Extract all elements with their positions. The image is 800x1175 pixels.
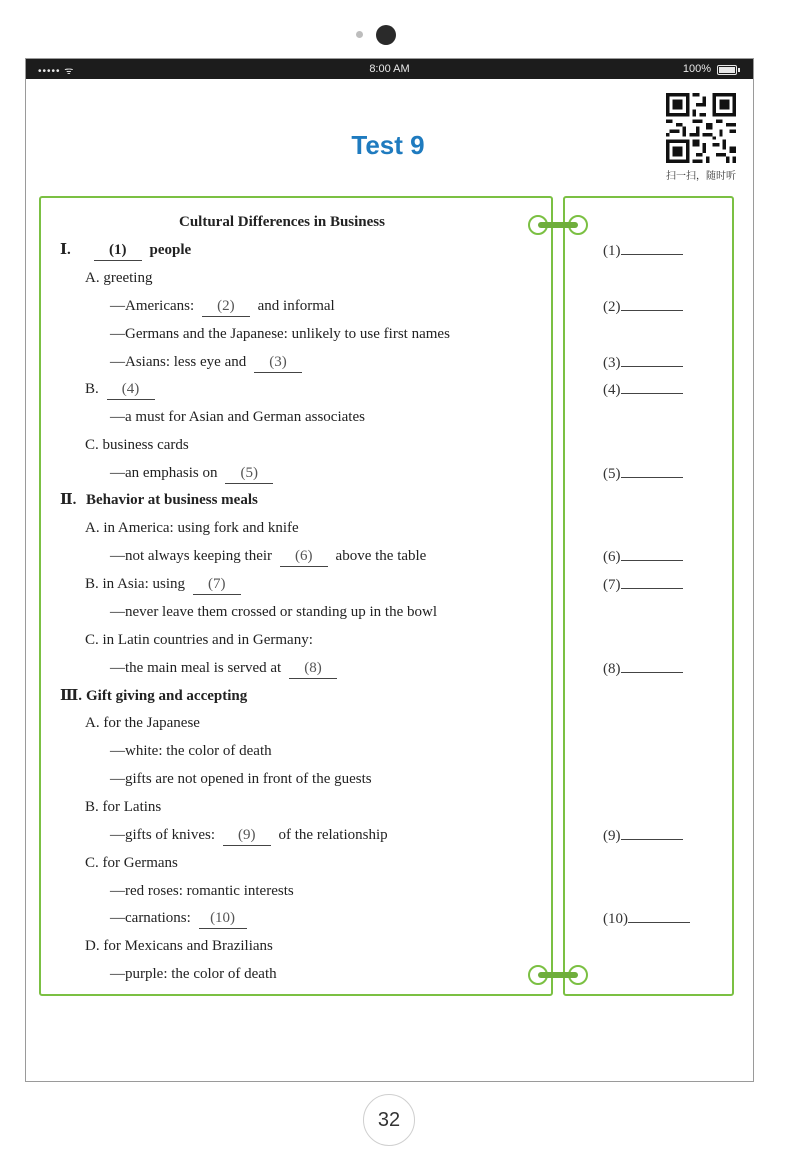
line-after: of the relationship — [278, 827, 388, 843]
section-numeral: Ⅰ. — [60, 242, 71, 258]
blank-8: (8) — [289, 658, 337, 679]
outline-line — [110, 546, 426, 567]
line-text: A. in America: using fork and knife — [85, 520, 299, 536]
line-before: —carnations: — [110, 910, 191, 926]
answer-label: (10) — [603, 911, 628, 927]
line-text: —gifts are not opened in front of the guests — [110, 771, 372, 787]
page-title: Test 9 — [351, 130, 425, 160]
answer-slot — [603, 825, 683, 846]
section-title: Gift giving and accepting — [86, 688, 248, 704]
camera-dot — [376, 25, 396, 45]
line-text: C. in Latin countries and in Germany: — [85, 632, 313, 648]
line-before: —Americans: — [110, 298, 195, 314]
outline-line — [85, 713, 200, 733]
status-bar — [26, 59, 753, 79]
outline-line — [85, 936, 273, 956]
outline-line — [85, 518, 299, 538]
binder-ring-icon — [527, 964, 589, 986]
outline-line — [110, 908, 251, 929]
answer-label: (9) — [603, 828, 621, 844]
status-time: 8:00 AM — [369, 63, 410, 75]
blank-7: (7) — [193, 574, 241, 595]
answer-field[interactable] — [621, 352, 683, 367]
answer-label: (1) — [603, 243, 621, 259]
answer-slot — [603, 908, 690, 929]
outline-line — [110, 964, 277, 984]
outline-line — [110, 602, 437, 622]
outline-line — [110, 881, 294, 901]
line-text: —never leave them crossed or standing up in the bowl — [110, 604, 437, 620]
blank-6: (6) — [280, 546, 328, 567]
section-numeral: Ⅱ. — [60, 492, 77, 508]
section-title: Behavior at business meals — [86, 492, 258, 508]
qr-caption: 扫一扫，随时听 — [666, 171, 736, 182]
line-before: —not always keeping their — [110, 548, 273, 564]
line-text: A. for the Japanese — [85, 715, 200, 731]
line-before: —gifts of knives: — [110, 827, 215, 843]
outline-line — [110, 352, 306, 373]
answer-field[interactable] — [621, 825, 683, 840]
page-number: 32 — [363, 1094, 415, 1146]
blank-10: (10) — [199, 908, 247, 929]
blank-1: (1) — [94, 240, 142, 261]
blank-3: (3) — [254, 352, 302, 373]
outline-line — [60, 240, 191, 261]
outline-line — [85, 268, 152, 288]
line-text: C. business cards — [85, 437, 189, 453]
outline-line — [85, 435, 189, 455]
line-text: D. for Mexicans and Brazilians — [85, 938, 273, 954]
outline-line — [110, 407, 365, 427]
qr-code-icon[interactable] — [666, 93, 736, 163]
answer-field[interactable] — [621, 240, 683, 255]
answer-field[interactable] — [621, 463, 683, 478]
answer-slot — [603, 658, 683, 679]
answer-label: (2) — [603, 299, 621, 315]
answer-slot — [603, 546, 683, 567]
outline-line — [85, 797, 161, 817]
answer-field[interactable] — [628, 908, 690, 923]
line-text: —a must for Asian and German associates — [110, 409, 365, 425]
answer-label: (3) — [603, 355, 621, 371]
line-text: —red roses: romantic interests — [110, 883, 294, 899]
line-after: above the table — [335, 548, 427, 564]
camera-dot-small — [356, 31, 363, 38]
line-text: B. for Latins — [85, 799, 162, 815]
outline-line — [110, 296, 335, 317]
battery-percent: 100% — [682, 63, 711, 75]
answer-label: (6) — [603, 549, 621, 565]
outline-line — [110, 463, 277, 484]
outline-line — [60, 686, 247, 706]
line-before: —the main meal is served at — [110, 660, 282, 676]
line-before: B. — [85, 381, 99, 397]
answer-label: (4) — [603, 382, 621, 398]
answer-slot — [603, 240, 683, 261]
battery-icon — [717, 65, 737, 75]
line-text: A. greeting — [85, 270, 153, 286]
answer-slot — [603, 296, 683, 317]
line-text: —white: the color of death — [110, 743, 272, 759]
answer-label: (7) — [603, 577, 621, 593]
binder-ring-icon — [527, 214, 589, 236]
outline-line — [110, 658, 341, 679]
signal-wifi-icon: ••••• ᯤ — [38, 66, 75, 77]
blank-5: (5) — [225, 463, 273, 484]
blank-9: (9) — [223, 825, 271, 846]
answer-slot — [603, 463, 683, 484]
line-before: B. in Asia: using — [85, 576, 186, 592]
answer-slot — [603, 574, 683, 595]
outline-line — [110, 825, 388, 846]
outline-line — [85, 853, 178, 873]
section-numeral: Ⅲ. — [60, 688, 83, 704]
outline-line — [110, 324, 450, 344]
line-before: —an emphasis on — [110, 465, 218, 481]
answer-label: (8) — [603, 661, 621, 677]
outline-line — [85, 379, 159, 400]
answer-field[interactable] — [621, 574, 683, 589]
answer-slot — [603, 352, 683, 373]
line-after: and informal — [257, 298, 335, 314]
outline-line — [110, 741, 272, 761]
line-text: —purple: the color of death — [110, 966, 277, 982]
line-before: —Asians: less eye and — [110, 354, 247, 370]
answer-label: (5) — [603, 466, 621, 482]
line-text: —Germans and the Japanese: unlikely to use first names — [110, 326, 450, 342]
blank-2: (2) — [202, 296, 250, 317]
answer-field[interactable] — [621, 296, 683, 311]
line-text: C. for Germans — [85, 855, 178, 871]
answer-field[interactable] — [621, 546, 683, 561]
line-after: people — [149, 242, 192, 258]
outline-line — [60, 490, 258, 510]
answer-field[interactable] — [621, 658, 683, 673]
answer-field[interactable] — [621, 379, 683, 394]
blank-4: (4) — [107, 379, 155, 400]
answer-slot — [603, 379, 683, 400]
outline-heading: Cultural Differences in Business — [179, 214, 385, 230]
outline-line — [110, 769, 372, 789]
outline-line — [85, 630, 313, 650]
outline-line — [85, 574, 245, 595]
